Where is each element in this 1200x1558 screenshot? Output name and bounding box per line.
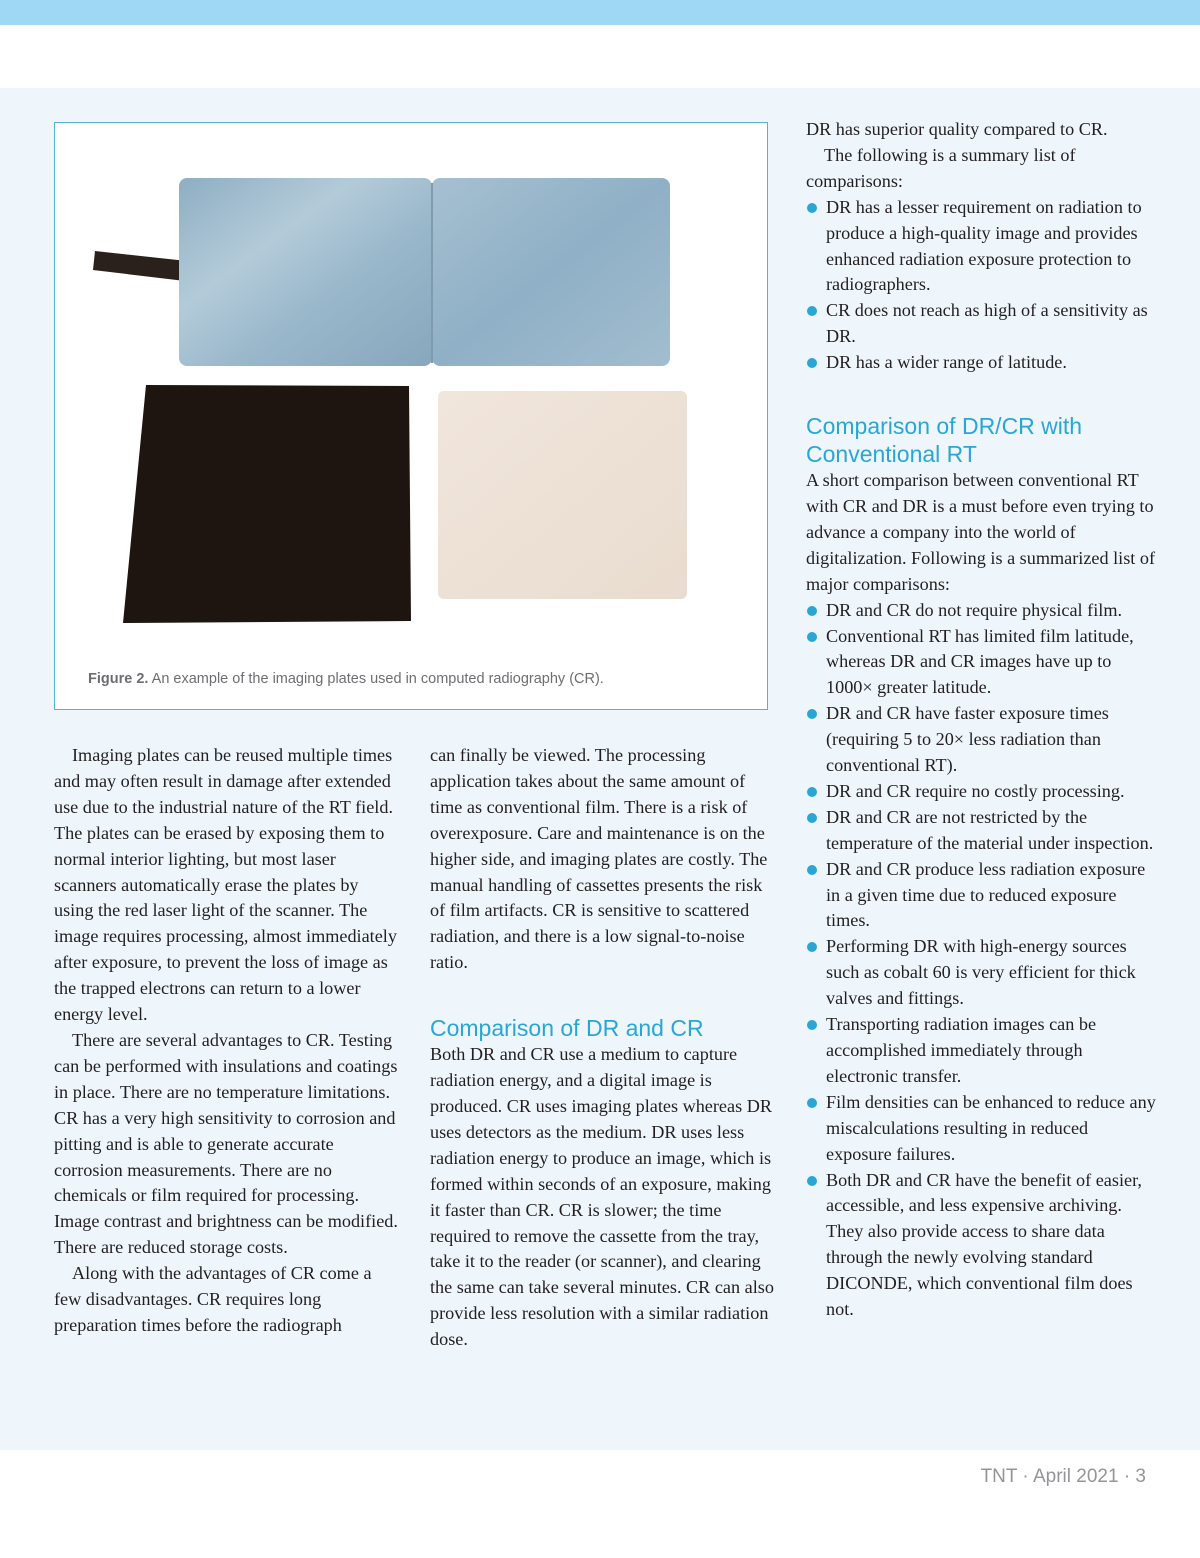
page-footer: TNT · April 2021 · 3 [980,1466,1146,1487]
bullet-icon [807,203,817,213]
list-item [806,1012,1156,1090]
body-paragraph: Imaging plates can be reused multiple times and may often result in damage after extended use due to the industrial nature of the RT field. The plates can be erased by exposing them to normal interior lighting, but most laser scanners automatically erase the plates by using the red laser light of the scanner. The image requires processing, almost immediately after exposure, to prevent the loss of image as the trapped electrons can return to a lower energy level. [54,745,397,1025]
list-item [806,779,1156,805]
body-paragraph: A short comparison between conventional RT with CR and DR is a must before even trying to advance a company into the world of digitalization. Following is a summarized list of major comparisons: [806,470,1156,594]
bullet-icon [807,358,817,368]
bullet-list [806,598,1156,1323]
imaging-plates-photo [55,123,766,663]
body-paragraph: can finally be viewed. The processing application takes about the same amount of time as conventional film. There is a risk of overexposure. Care and maintenance is on the higher side, and imaging plates are costly. The manual handling of cassettes presents the risk of film artifacts. CR is sensitive to scattered radiation, and there is a low signal-to-noise ratio. [430,745,768,973]
list-item-text: DR and CR require no costly processing. [826,780,1125,801]
list-item [806,857,1156,935]
bullet-icon [807,632,817,642]
figure-caption [88,671,748,687]
body-paragraph: DR has superior quality compared to CR. [806,119,1108,139]
bullet-icon [807,709,817,719]
top-color-band [0,0,1200,25]
list-item-text: DR and CR do not require physical film. [826,599,1123,620]
list-item-text: CR does not reach as high of a sensitivity as DR. [826,300,1148,347]
bullet-icon [807,1098,817,1108]
column-2 [430,743,775,1353]
bullet-list [806,195,1156,376]
list-item-text: Conventional RT has limited film latitude, whereas DR and CR images have up to 1000× greater latitude. [826,625,1134,698]
list-item-text: Performing DR with high-energy sources such as cobalt 60 is very efficient for thick valves and fittings. [826,936,1136,1009]
body-paragraph: Both DR and CR use a medium to capture radiation energy, and a digital image is produced. CR uses imaging plates whereas DR uses detectors as the medium. DR uses less radiation energy to produce an image, which is formed within seconds of an exposure, making it faster than CR. CR is slower; the time required to remove the cassette from the tray, take it to the reader (or scanner), and clearing the same can take several minutes. CR can also provide less resolution with a similar radiation dose. [430,1044,774,1350]
bullet-icon [807,306,817,316]
section-heading: Comparison of DR and CR [430,1015,704,1042]
list-item [806,350,1156,376]
list-item-text: Film densities can be enhanced to reduce any miscalculations resulting in reduced exposure failures. [826,1091,1156,1164]
bullet-icon [807,942,817,952]
body-paragraph: The following is a summary list of comparisons: [806,144,1076,191]
figure-caption-text: An example of the imaging plates used in computed radiography (CR). [148,671,604,687]
figure-2 [54,122,768,710]
column-3 [806,117,1156,1323]
bullet-icon [807,813,817,823]
bullet-icon [807,865,817,875]
list-item [806,1090,1156,1168]
list-item-text: DR has a lesser requirement on radiation to produce a high-quality image and provides enhanced radiation exposure protection to radiographers. [826,196,1142,295]
list-item [806,701,1156,779]
body-paragraph: Along with the advantages of CR come a few disadvantages. CR requires long preparation times before the radiograph [54,1263,372,1335]
bullet-icon [807,1176,817,1186]
list-item-text: Both DR and CR have the benefit of easier, accessible, and less expensive archiving. They also provide access to share data through the newly evolving standard DICONDE, which conventional film does not. [826,1169,1142,1320]
list-item-text: DR has a wider range of latitude. [826,352,1067,373]
bullet-icon [807,787,817,797]
list-item [806,1168,1156,1323]
bullet-icon [807,606,817,616]
list-item [806,598,1156,624]
body-paragraph: There are several advantages to CR. Testing can be performed with insulations and coatings in place. There are no temperature limitations. CR has a very high sensitivity to corrosion and pitting and is able to generate accurate corrosion measurements. There are no chemicals or film required for processing. Image contrast and brightness can be modified. There are reduced storage costs. [54,1029,398,1258]
list-item-text: DR and CR produce less radiation exposure in a given time due to reduced exposure times. [826,858,1146,931]
list-item-text: DR and CR have faster exposure times (requiring 5 to 20× less radiation than conventional RT). [826,703,1109,776]
list-item [806,805,1156,857]
list-item [806,195,1156,299]
list-item [806,934,1156,1012]
list-item-text: DR and CR are not restricted by the temperature of the material under inspection. [826,806,1154,853]
list-item [806,298,1156,350]
figure-caption-label: Figure 2. [88,671,149,687]
section-heading: Comparison of DR/CR with Conventional RT [806,413,1083,468]
column-1 [54,743,399,1339]
list-item [806,624,1156,702]
list-item-text: Transporting radiation images can be accomplished immediately through electronic transfer. [826,1014,1097,1086]
bullet-icon [807,1020,817,1030]
